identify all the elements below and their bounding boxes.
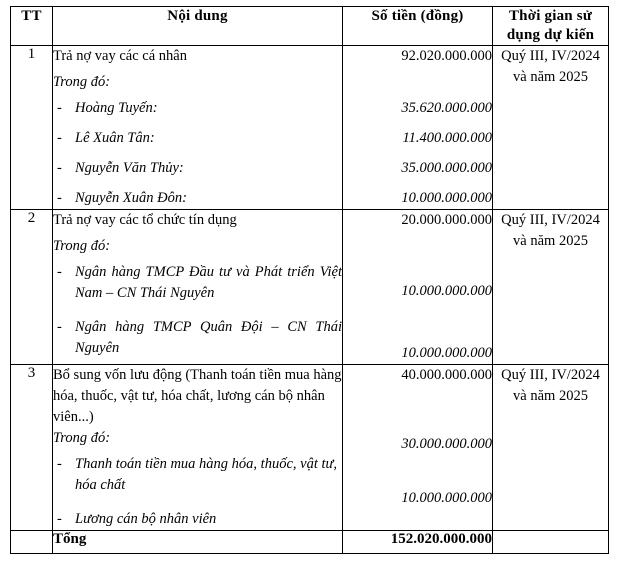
row-title: Trả nợ vay các tổ chức tín dụng (53, 211, 237, 228)
table-header (11, 7, 609, 46)
dash-marker: - (57, 189, 62, 206)
table-row (11, 364, 609, 530)
row-time: Quý III, IV/2024 và năm 2025 (493, 45, 609, 209)
item-amount: 10.000.000.000 (401, 282, 492, 299)
table-body (11, 45, 609, 554)
total-amount: 152.020.000.000 (343, 530, 493, 554)
list-item-label: Ngân hàng TMCP Đầu tư và Phát triển Việt Nam – CN Thái Nguyên (75, 263, 342, 301)
item-amount: 10.000.000.000 (401, 344, 492, 361)
total-index (11, 530, 53, 554)
list-item (53, 188, 342, 209)
row-index: 1 (11, 45, 53, 209)
list-item (53, 509, 342, 530)
row-total-amount: 20.000.000.000 (401, 211, 492, 228)
list-item-label: Thanh toán tiền mua hàng hóa, thuốc, vật tư, hóa chất (75, 455, 338, 493)
row-content (53, 364, 343, 530)
funding-usage-table (10, 6, 609, 554)
spacer (343, 257, 492, 281)
row-total-amount: 92.020.000.000 (401, 47, 492, 64)
row-title: Bổ sung vốn lưu động (Thanh toán tiền mua hàng hóa, thuốc, vật tư, hóa chất, lương cán bộ nhân viên...) (53, 366, 342, 425)
list-item-label: Lê Xuân Tân: (75, 129, 155, 146)
spacer (343, 119, 492, 128)
item-amount: 11.400.000.000 (402, 129, 492, 146)
row-amounts (343, 364, 493, 530)
dash-marker: - (57, 318, 62, 335)
sub-item-list (53, 454, 342, 530)
dash-marker: - (57, 159, 62, 176)
row-time: Quý III, IV/2024 và năm 2025 (493, 364, 609, 530)
dash-marker: - (57, 99, 62, 116)
list-item (53, 454, 342, 496)
list-item-label: Nguyễn Văn Thủy: (75, 159, 184, 176)
spacer (343, 405, 492, 429)
spacer (343, 455, 492, 483)
row-subtitle: Trong đó: (53, 429, 111, 446)
spacer (343, 179, 492, 188)
row-subtitle: Trong đó: (53, 73, 111, 90)
row-time: Quý III, IV/2024 và năm 2025 (493, 209, 609, 364)
list-item (53, 317, 342, 359)
table-total-row (11, 530, 609, 554)
spacer (53, 119, 342, 128)
row-content (53, 209, 343, 364)
column-header-content: Nội dung (53, 7, 343, 46)
list-item-label: Hoàng Tuyến: (75, 99, 158, 116)
item-amount: 30.000.000.000 (401, 435, 492, 452)
spacer (343, 236, 492, 257)
spacer (343, 386, 492, 405)
table-header-row (11, 7, 609, 46)
dash-marker: - (57, 263, 62, 280)
sub-item-list (53, 262, 342, 359)
row-total-amount: 40.000.000.000 (401, 366, 492, 383)
row-title: Trả nợ vay các cá nhân (53, 47, 187, 64)
dash-marker: - (57, 129, 62, 146)
spacer (343, 330, 492, 343)
column-header-time: Thời gian sử dụng dự kiến (493, 7, 609, 46)
row-amounts (343, 209, 493, 364)
row-subtitle: Trong đó: (53, 237, 111, 254)
spacer (53, 496, 342, 509)
spacer (343, 72, 492, 93)
item-amount: 35.000.000.000 (401, 159, 492, 176)
spacer (343, 302, 492, 330)
spacer (53, 149, 342, 158)
column-header-amount: Số tiền (đồng) (343, 7, 493, 46)
table-row (11, 45, 609, 209)
row-content (53, 45, 343, 209)
total-label: Tổng (53, 530, 343, 554)
spacer (53, 304, 342, 317)
dash-marker: - (57, 455, 62, 472)
item-amount: 35.620.000.000 (401, 99, 492, 116)
list-item (53, 98, 342, 119)
spacer (343, 149, 492, 158)
sub-item-list (53, 98, 342, 209)
list-item-label: Lương cán bộ nhân viên (75, 510, 217, 527)
item-amount: 10.000.000.000 (401, 489, 492, 506)
list-item-label: Nguyễn Xuân Đôn: (75, 189, 187, 206)
list-item (53, 158, 342, 179)
row-amounts (343, 45, 493, 209)
list-item (53, 128, 342, 149)
column-header-tt: TT (11, 7, 53, 46)
table-row (11, 209, 609, 364)
list-item (53, 262, 342, 304)
row-index: 3 (11, 364, 53, 530)
total-time (493, 530, 609, 554)
list-item-label: Ngân hàng TMCP Quân Đội – CN Thái Nguyên (75, 318, 342, 356)
spacer (53, 179, 342, 188)
dash-marker: - (57, 510, 62, 527)
item-amount: 10.000.000.000 (401, 189, 492, 206)
row-index: 2 (11, 209, 53, 364)
